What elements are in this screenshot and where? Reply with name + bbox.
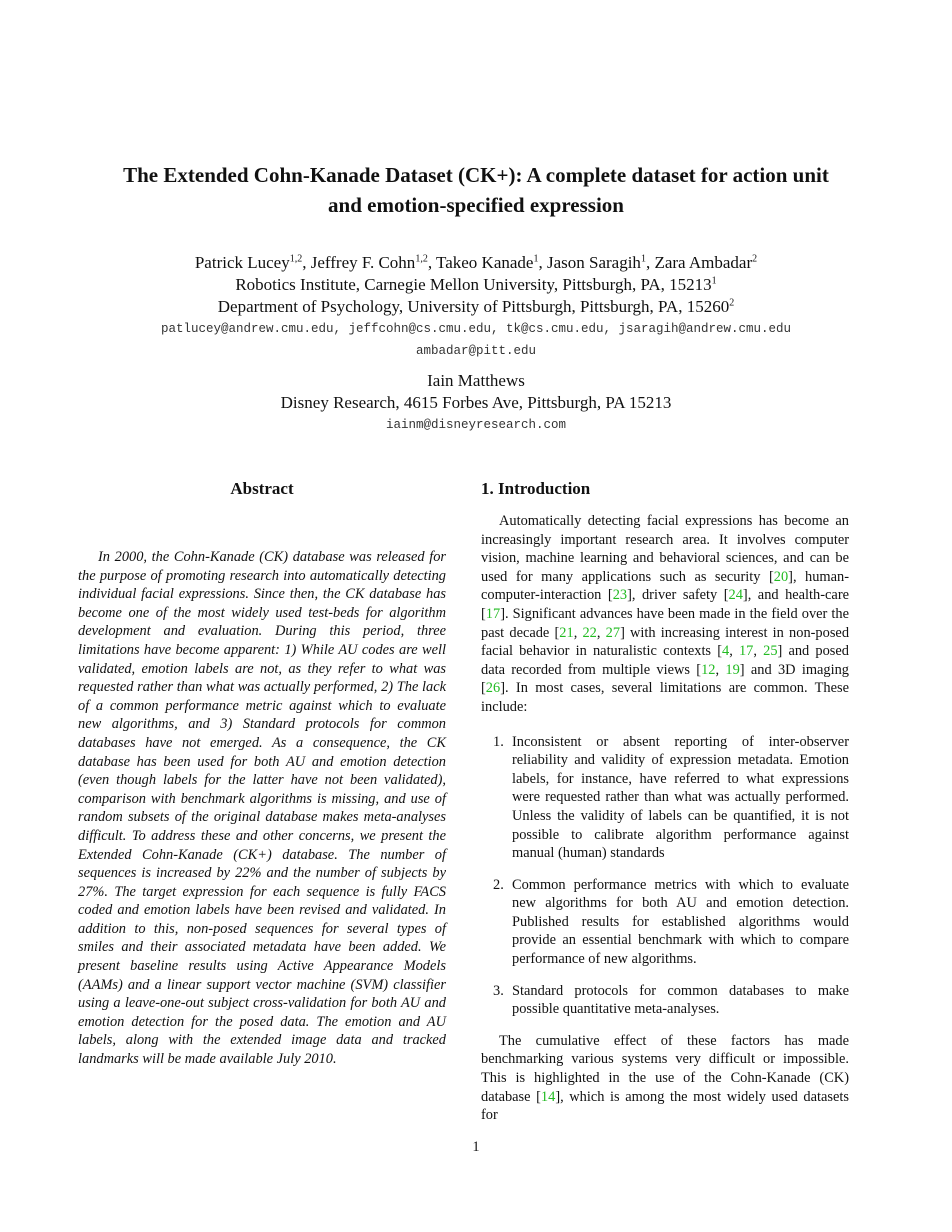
limitations-list xyxy=(481,733,849,1019)
second-author-block xyxy=(0,370,952,436)
author-emails-line-2: ambadar@pitt.edu xyxy=(415,344,537,358)
author-block xyxy=(0,252,952,362)
citation-link[interactable]: 25 xyxy=(763,643,778,660)
list-item: 3. Standard protocols for common databases to make possible quantitative meta-analyses. xyxy=(493,982,849,1018)
page-number: 1 xyxy=(472,1139,480,1155)
abstract-text: In 2000, the Cohn-Kanade (CK) database was released for the purpose of promoting research into automatically detecting individual facial expressions. Since then, the CK database has become one of the most widely used test-beds for algorithm development and evaluation. During this period, three limitations have become apparent: 1) While AU codes are well validated, emotion labels are not, as they refer to what was requested rather than what was actually performed, 2) The lack of a common performance metric against which to evaluate new algorithms, and 3) Standard protocols for common databases have not emerged. As a consequence, the CK database has been used for both AU and emotion detection (even though labels for the latter have not been validated), comparison with benchmark algorithms is missing, and use of random subsets of the original database makes meta-analyses difficult. To address these and other concerns, we present the Extended Cohn-Kanade (CK+) database. The number of sequences is increased by 22% and the number of subjects by 27%. The target expression for each sequence is fully FACS coded and emotion labels have been revised and validated. In addition to this, non-posed sequences for several types of smiles and their associated metadata have been added. We present baseline results using Active Appearance Models (AAMs) and a linear support vector machine (SVM) classifier using a leave-one-out subject cross-validation for both AU and emotion detection for the posed data. The emotion and AU labels, along with the extended image data and tracked landmarks will be made available July 2010. xyxy=(78,549,446,1068)
citation-link[interactable]: 4 xyxy=(722,643,730,660)
list-item: 2. Common performance metrics with which to evaluate new algorithms for both AU and emotion detection. Published results for established algorithms would provide an essential benchmark with which to compare performance of new algorithms. xyxy=(493,876,849,968)
paper-title xyxy=(60,160,892,220)
citation-link[interactable]: 27 xyxy=(605,624,621,641)
citation-link[interactable]: 14 xyxy=(540,1088,556,1105)
citation-link[interactable]: 24 xyxy=(728,587,743,604)
author-names: Patrick Lucey$^{1,2}$, Jeffrey F. Cohn$^{1,2}$, Takeo Kanade$^1$, Jason Saragih$^1$, Zara Ambadar$^2$ xyxy=(194,253,758,272)
list-item: 1. Inconsistent or absent reporting of inter-observer reliability and validity of expression metadata. Emotion labels, for instance, have referred to what expressions were requested rather than what was actually performed. Unless the validity of labels can be quantified, it is not possible to calibrate algorithm performance against manual (human) standards xyxy=(493,733,849,862)
citation-link[interactable]: 26 xyxy=(485,680,501,697)
left-column xyxy=(78,478,446,1083)
affiliation-1: Robotics Institute, Carnegie Mellon University, Pittsburgh, PA, 15213$^1$ xyxy=(235,275,717,294)
citation-link[interactable]: 17 xyxy=(485,605,501,622)
introduction-heading: 1. Introduction xyxy=(481,479,591,498)
right-column xyxy=(481,478,849,1125)
intro-paragraph-1: Automatically detecting facial expressions has become an increasingly important research area. It involves computer vision, machine learning and behavioral sciences, and can be used for many applications such as security [20], human-computer-interaction [23], driver safety [24], and health-care [17]. Significant advances have been made in the field over the past decade [21, 22, 27] with increasing interest in non-posed facial behavior in naturalistic contexts [4, 17, 25] and posed data recorded from multiple views [12, 19] and 3D imaging [26]. In most cases, several limitations are common. These include: xyxy=(481,513,850,715)
title-line-1: The Extended Cohn-Kanade Dataset (CK+): A complete dataset for action unit xyxy=(123,163,829,187)
citation-link[interactable]: 23 xyxy=(612,587,628,604)
citation-link[interactable]: 20 xyxy=(773,568,789,585)
title-line-2: and emotion-specified expression xyxy=(328,193,624,217)
abstract-heading: Abstract xyxy=(230,479,294,498)
citation-link[interactable]: 12 xyxy=(701,661,716,678)
affiliation-2: Department of Psychology, University of Pittsburgh, Pittsburgh, PA, 15260$^2$ xyxy=(217,297,735,316)
author-emails-line-1: patlucey@andrew.cmu.edu, jeffcohn@cs.cmu.edu, tk@cs.cmu.edu, jsaragih@andrew.cmu.edu xyxy=(160,322,792,336)
citation-link[interactable]: 21 xyxy=(559,624,574,641)
citation-link[interactable]: 22 xyxy=(582,624,597,641)
second-author-name: Iain Matthews xyxy=(427,371,525,390)
citation-link[interactable]: 19 xyxy=(725,661,740,678)
second-author-affiliation: Disney Research, 4615 Forbes Ave, Pittsburgh, PA 15213 xyxy=(280,393,672,412)
intro-paragraph-2: The cumulative effect of these factors has made benchmarking various systems very difficult or impossible. This is highlighted in the use of the Cohn-Kanade (CK) database [14], which is among the most widely used datasets for xyxy=(481,1032,849,1124)
citation-link[interactable]: 17 xyxy=(738,643,754,660)
second-author-email: iainm@disneyresearch.com xyxy=(385,418,567,432)
